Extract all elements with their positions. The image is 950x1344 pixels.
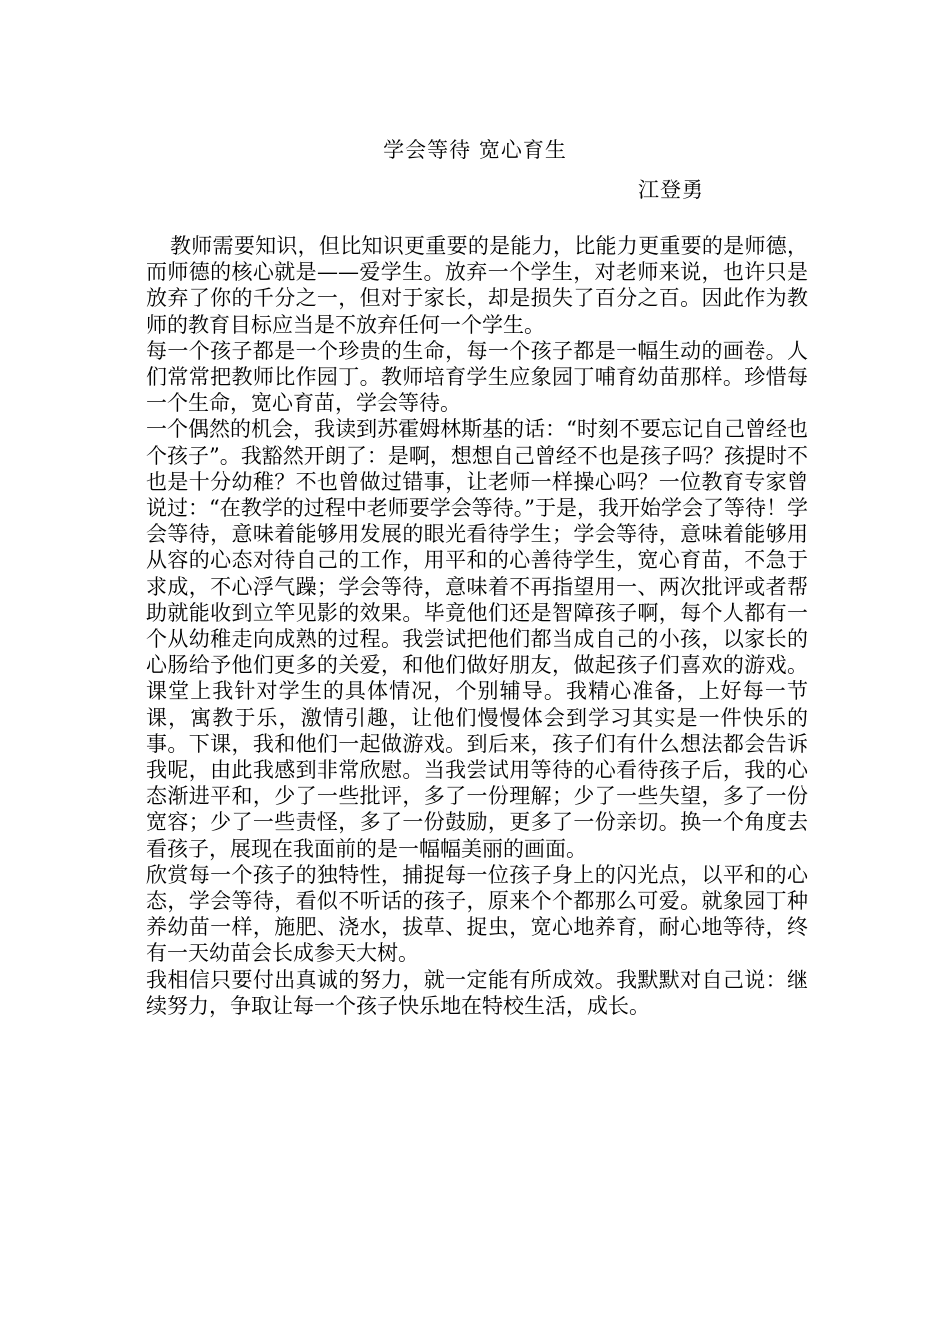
body-paragraph-2: 每一个孩子都是一个珍贵的生命，每一个孩子都是一幅生动的画卷。人们常常把教师比作园丁。教师培育学生应象园丁哺育幼苗那样。珍惜每一个生命，宽心育苗，学会等待。 xyxy=(146,338,808,416)
document-title: 学会等待 宽心育生 xyxy=(383,138,567,162)
body-paragraph-3: 一个偶然的机会，我读到苏霍姆林斯基的话：“时刻不要忘记自己曾经也个孩子”。我豁然开朗了：是啊，想想自己曾经不也是孩子吗？孩提时不也是十分幼稚？不也曾做过错事，让老师一样操心吗？一位教育专家曾说过：“在教学的过程中老师要学会等待。”于是，我开始学会了等待！学会等待，意味着能够用发展的眼光看待学生；学会等待，意味着能够用从容的心态对待自己的工作，用平和的心善待学生，宽心育苗，不急于求成，不心浮气躁；学会等待，意味着不再指望用一、两次批评或者帮助就能收到立竿见影的效果。毕竟他们还是智障孩子啊，每个人都有一个从幼稚走向成熟的过程。我尝试把他们都当成自己的小孩，以家长的心肠给予他们更多的关爱，和他们做好朋友，做起孩子们喜欢的游戏。课堂上我针对学生的具体情况，个别辅导。我精心准备，上好每一节课，寓教于乐，激情引趣，让他们慢慢体会到学习其实是一件快乐的事。下课，我和他们一起做游戏。到后来，孩子们有什么想法都会告诉我呢，由此我感到非常欣慰。当我尝试用等待的心看待孩子后，我的心态渐进平和，少了一些批评，多了一份理解；少了一些失望，多了一份宽容；少了一些责怪，多了一份鼓励，更多了一份亲切。换一个角度去看孩子，展现在我面前的是一幅幅美丽的画面。 xyxy=(146,417,808,861)
body-paragraph-1: 教师需要知识，但比知识更重要的是能力，比能力更重要的是师德，而师德的核心就是——爱学生。放弃一个学生，对老师来说，也许只是放弃了你的千分之一，但对于家长，却是损失了百分之百。因此作为教师的教育目标应当是不放弃任何一个学生。 xyxy=(146,234,808,337)
document-body xyxy=(146,233,808,1019)
body-paragraph-4: 欣赏每一个孩子的独特性，捕捉每一位孩子身上的闪光点，以平和的心态，学会等待，看似不听话的孩子，原来个个都那么可爱。就象园丁种养幼苗一样，施肥、浇水，拔草、捉虫，宽心地养育，耐心地等待，终有一天幼苗会长成参天大树。 xyxy=(146,862,808,966)
document-author: 江登勇 xyxy=(638,178,704,202)
body-paragraph-5: 我相信只要付出真诚的努力，就一定能有所成效。我默默对自己说：继续努力，争取让每一个孩子快乐地在特校生活，成长。 xyxy=(146,967,808,1018)
